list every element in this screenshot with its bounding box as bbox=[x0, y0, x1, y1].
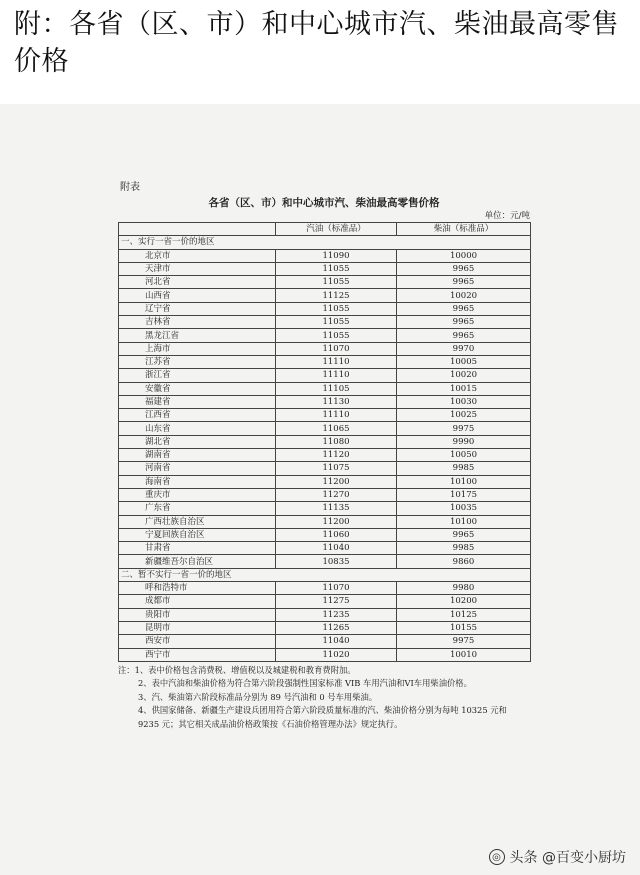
diesel-price: 10200 bbox=[397, 595, 531, 608]
table-row bbox=[119, 475, 531, 488]
table-row bbox=[119, 395, 531, 408]
region-name: 北京市 bbox=[119, 249, 276, 262]
region-name: 山东省 bbox=[119, 422, 276, 435]
gasoline-price: 11130 bbox=[276, 395, 397, 408]
note-4: 4、供国家储备、新疆生产建设兵团用符合第六阶段质量标准的汽、柴油价格分别为每吨 10325 元和 9235 元；其它相关成品油价格政策按《石油价格管理办法》规定执行。 bbox=[138, 705, 507, 729]
region-name: 成都市 bbox=[119, 595, 276, 608]
diesel-price: 9975 bbox=[397, 635, 531, 648]
diesel-price: 9860 bbox=[397, 555, 531, 568]
table-row bbox=[119, 542, 531, 555]
region-name: 湖南省 bbox=[119, 449, 276, 462]
diesel-price: 10125 bbox=[397, 608, 531, 621]
region-name: 黑龙江省 bbox=[119, 329, 276, 342]
diesel-price: 10015 bbox=[397, 382, 531, 395]
region-name: 上海市 bbox=[119, 342, 276, 355]
diesel-price: 10030 bbox=[397, 395, 531, 408]
diesel-price: 10050 bbox=[397, 449, 531, 462]
diesel-price: 10175 bbox=[397, 488, 531, 501]
region-name: 安徽省 bbox=[119, 382, 276, 395]
table-row bbox=[119, 621, 531, 634]
table-header-row bbox=[119, 223, 531, 236]
diesel-price: 10025 bbox=[397, 409, 531, 422]
diesel-price: 10035 bbox=[397, 502, 531, 515]
table-row bbox=[119, 289, 531, 302]
gasoline-price: 11020 bbox=[276, 648, 397, 661]
region-name: 辽宁省 bbox=[119, 302, 276, 315]
gasoline-price: 11070 bbox=[276, 342, 397, 355]
unit-label: 单位：元/吨 bbox=[484, 211, 530, 221]
section-row bbox=[119, 568, 531, 581]
gasoline-price: 11125 bbox=[276, 289, 397, 302]
gasoline-price: 11055 bbox=[276, 276, 397, 289]
note-3: 3、汽、柴油第六阶段标准品分别为 89 号汽油和 0 号车用柴油。 bbox=[138, 691, 378, 702]
region-name: 呼和浩特市 bbox=[119, 582, 276, 595]
header-region bbox=[119, 223, 276, 236]
region-name: 广东省 bbox=[119, 502, 276, 515]
diesel-price: 10100 bbox=[397, 475, 531, 488]
region-name: 新疆维吾尔自治区 bbox=[119, 555, 276, 568]
diesel-price: 10000 bbox=[397, 249, 531, 262]
region-name: 河南省 bbox=[119, 462, 276, 475]
table-row bbox=[119, 462, 531, 475]
gasoline-price: 11200 bbox=[276, 515, 397, 528]
table-row bbox=[119, 555, 531, 568]
gasoline-price: 11105 bbox=[276, 382, 397, 395]
diesel-price: 10155 bbox=[397, 621, 531, 634]
notes-section bbox=[118, 664, 530, 732]
diesel-price: 9970 bbox=[397, 342, 531, 355]
region-name: 广西壮族自治区 bbox=[119, 515, 276, 528]
region-name: 天津市 bbox=[119, 262, 276, 275]
table-row bbox=[119, 435, 531, 448]
region-name: 甘肃省 bbox=[119, 542, 276, 555]
region-name: 吉林省 bbox=[119, 316, 276, 329]
region-name: 昆明市 bbox=[119, 621, 276, 634]
note-2: 2、表中汽油和柴油价格为符合第六阶段强制性国家标准 VIB 车用汽油和VI车用柴油价格。 bbox=[138, 678, 472, 689]
diesel-price: 10010 bbox=[397, 648, 531, 661]
region-name: 宁夏回族自治区 bbox=[119, 528, 276, 541]
gasoline-price: 11070 bbox=[276, 582, 397, 595]
diesel-price: 10100 bbox=[397, 515, 531, 528]
gasoline-price: 11040 bbox=[276, 635, 397, 648]
table-row bbox=[119, 329, 531, 342]
gasoline-price: 11200 bbox=[276, 475, 397, 488]
section-label: 一、实行一省一价的地区 bbox=[119, 236, 531, 249]
gasoline-price: 11055 bbox=[276, 302, 397, 315]
watermark bbox=[489, 847, 626, 867]
section-label: 二、暂不实行一省一价的地区 bbox=[119, 568, 531, 581]
table-row bbox=[119, 515, 531, 528]
gasoline-price: 11265 bbox=[276, 621, 397, 634]
diesel-price: 10005 bbox=[397, 355, 531, 368]
gasoline-price: 11075 bbox=[276, 462, 397, 475]
appendix-label: 附表 bbox=[120, 182, 140, 193]
document-title: 各省（区、市）和中心城市汽、柴油最高零售价格 bbox=[208, 197, 440, 209]
diesel-price: 9965 bbox=[397, 528, 531, 541]
table-row bbox=[119, 635, 531, 648]
table-row bbox=[119, 582, 531, 595]
diesel-price: 9975 bbox=[397, 422, 531, 435]
region-name: 湖北省 bbox=[119, 435, 276, 448]
region-name: 福建省 bbox=[119, 395, 276, 408]
gasoline-price: 11110 bbox=[276, 355, 397, 368]
diesel-price: 10020 bbox=[397, 369, 531, 382]
note-1: 注：1、表中价格包含消费税、增值税以及城建税和教育费附加。 bbox=[118, 664, 356, 675]
diesel-price: 9985 bbox=[397, 462, 531, 475]
gasoline-price: 11080 bbox=[276, 435, 397, 448]
toutiao-logo-icon: ◎ bbox=[489, 849, 505, 865]
gasoline-price: 11110 bbox=[276, 409, 397, 422]
region-name: 海南省 bbox=[119, 475, 276, 488]
region-name: 西安市 bbox=[119, 635, 276, 648]
region-name: 重庆市 bbox=[119, 488, 276, 501]
diesel-price: 9965 bbox=[397, 316, 531, 329]
gasoline-price: 11120 bbox=[276, 449, 397, 462]
table-row bbox=[119, 528, 531, 541]
table-row bbox=[119, 355, 531, 368]
table-row bbox=[119, 249, 531, 262]
region-name: 江西省 bbox=[119, 409, 276, 422]
diesel-price: 9990 bbox=[397, 435, 531, 448]
table-row bbox=[119, 488, 531, 501]
diesel-price: 9965 bbox=[397, 329, 531, 342]
gasoline-price: 10835 bbox=[276, 555, 397, 568]
gasoline-price: 11110 bbox=[276, 369, 397, 382]
watermark-text: 头条 @百变小厨坊 bbox=[509, 850, 626, 866]
table-row bbox=[119, 262, 531, 275]
diesel-price: 9965 bbox=[397, 276, 531, 289]
region-name: 河北省 bbox=[119, 276, 276, 289]
table-row bbox=[119, 502, 531, 515]
price-table bbox=[118, 222, 531, 662]
table-row bbox=[119, 648, 531, 661]
table-row bbox=[119, 342, 531, 355]
gasoline-price: 11055 bbox=[276, 316, 397, 329]
diesel-price: 10020 bbox=[397, 289, 531, 302]
region-name: 山西省 bbox=[119, 289, 276, 302]
price-document bbox=[118, 182, 530, 731]
gasoline-price: 11270 bbox=[276, 488, 397, 501]
gasoline-price: 11060 bbox=[276, 528, 397, 541]
gasoline-price: 11040 bbox=[276, 542, 397, 555]
gasoline-price: 11135 bbox=[276, 502, 397, 515]
diesel-price: 9980 bbox=[397, 582, 531, 595]
page-heading: 附：各省（区、市）和中心城市汽、柴油最高零售价格 bbox=[14, 9, 619, 77]
table-row bbox=[119, 595, 531, 608]
table-row bbox=[119, 302, 531, 315]
gasoline-price: 11275 bbox=[276, 595, 397, 608]
section-row bbox=[119, 236, 531, 249]
gasoline-price: 11055 bbox=[276, 262, 397, 275]
table-row bbox=[119, 608, 531, 621]
diesel-price: 9965 bbox=[397, 262, 531, 275]
region-name: 西宁市 bbox=[119, 648, 276, 661]
table-row bbox=[119, 449, 531, 462]
gasoline-price: 11235 bbox=[276, 608, 397, 621]
table-row bbox=[119, 276, 531, 289]
diesel-price: 9965 bbox=[397, 302, 531, 315]
table-row bbox=[119, 382, 531, 395]
region-name: 江苏省 bbox=[119, 355, 276, 368]
header-diesel: 柴油（标准品） bbox=[397, 223, 531, 236]
header-gasoline: 汽油（标准品） bbox=[276, 223, 397, 236]
table-row bbox=[119, 409, 531, 422]
gasoline-price: 11090 bbox=[276, 249, 397, 262]
region-name: 浙江省 bbox=[119, 369, 276, 382]
region-name: 贵阳市 bbox=[119, 608, 276, 621]
gasoline-price: 11065 bbox=[276, 422, 397, 435]
table-row bbox=[119, 422, 531, 435]
diesel-price: 9985 bbox=[397, 542, 531, 555]
table-row bbox=[119, 316, 531, 329]
gasoline-price: 11055 bbox=[276, 329, 397, 342]
table-row bbox=[119, 369, 531, 382]
